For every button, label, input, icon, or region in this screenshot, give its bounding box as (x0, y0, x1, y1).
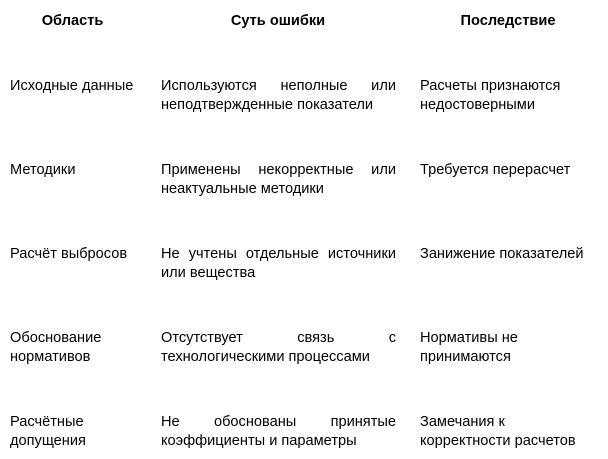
table-row (0, 329, 608, 369)
cell-area: Методики (10, 162, 76, 178)
cell-consequence-line: Нормативы не (420, 330, 518, 346)
cell-error-line: Не обоснованы принятые (161, 414, 396, 430)
cell-consequence (420, 77, 600, 115)
cell-consequence-line: Расчеты признаются (420, 78, 561, 94)
cell-consequence-line: Занижение показателей (420, 246, 584, 262)
cell-area (10, 329, 140, 367)
cell-error (161, 329, 396, 367)
cell-error (161, 161, 396, 199)
cell-area: Исходные данные (10, 78, 134, 94)
cell-error-line: или вещества (161, 265, 256, 281)
cell-error-line: Отсутствует связь с (161, 330, 396, 346)
header-error: Суть ошибки (230, 13, 326, 29)
table-row (0, 413, 608, 453)
cell-area-line: Расчётные (10, 414, 84, 430)
cell-error-line: неподтвержденные показатели (161, 97, 374, 113)
cell-area (10, 413, 140, 451)
cell-area-line: Обоснование (10, 330, 102, 346)
cell-consequence-line: недостоверными (420, 97, 535, 113)
table-row (0, 161, 608, 201)
cell-consequence-line: корректности расчетов (420, 433, 576, 449)
cell-consequence (420, 413, 600, 451)
cell-consequence (420, 245, 600, 264)
cell-consequence-line: Замечания к (420, 414, 505, 430)
cell-error (161, 245, 396, 283)
cell-area-line: нормативов (10, 349, 91, 365)
cell-error-line: технологическими процессами (161, 349, 370, 365)
cell-consequence (420, 161, 600, 180)
cell-error-line: коэффициенты и параметры (161, 433, 357, 449)
cell-error-line: Используются неполные или (161, 78, 396, 94)
header-area: Область (41, 13, 104, 29)
cell-error-line: Не учтены отдельные источники (161, 246, 396, 262)
cell-area-line: допущения (10, 433, 86, 449)
cell-error (161, 413, 396, 451)
cell-consequence-line: принимаются (420, 349, 511, 365)
table-row (0, 77, 608, 117)
cell-error-line: Применены некорректные или (161, 162, 396, 178)
cell-consequence-line: Требуется перерасчет (420, 162, 571, 178)
cell-consequence (420, 329, 600, 367)
cell-area: Расчёт выбросов (10, 246, 128, 262)
cell-error-line: неактуальные методики (161, 181, 324, 197)
header-consequence: Последствие (460, 13, 556, 29)
cell-error (161, 77, 396, 115)
table-row (0, 245, 608, 285)
